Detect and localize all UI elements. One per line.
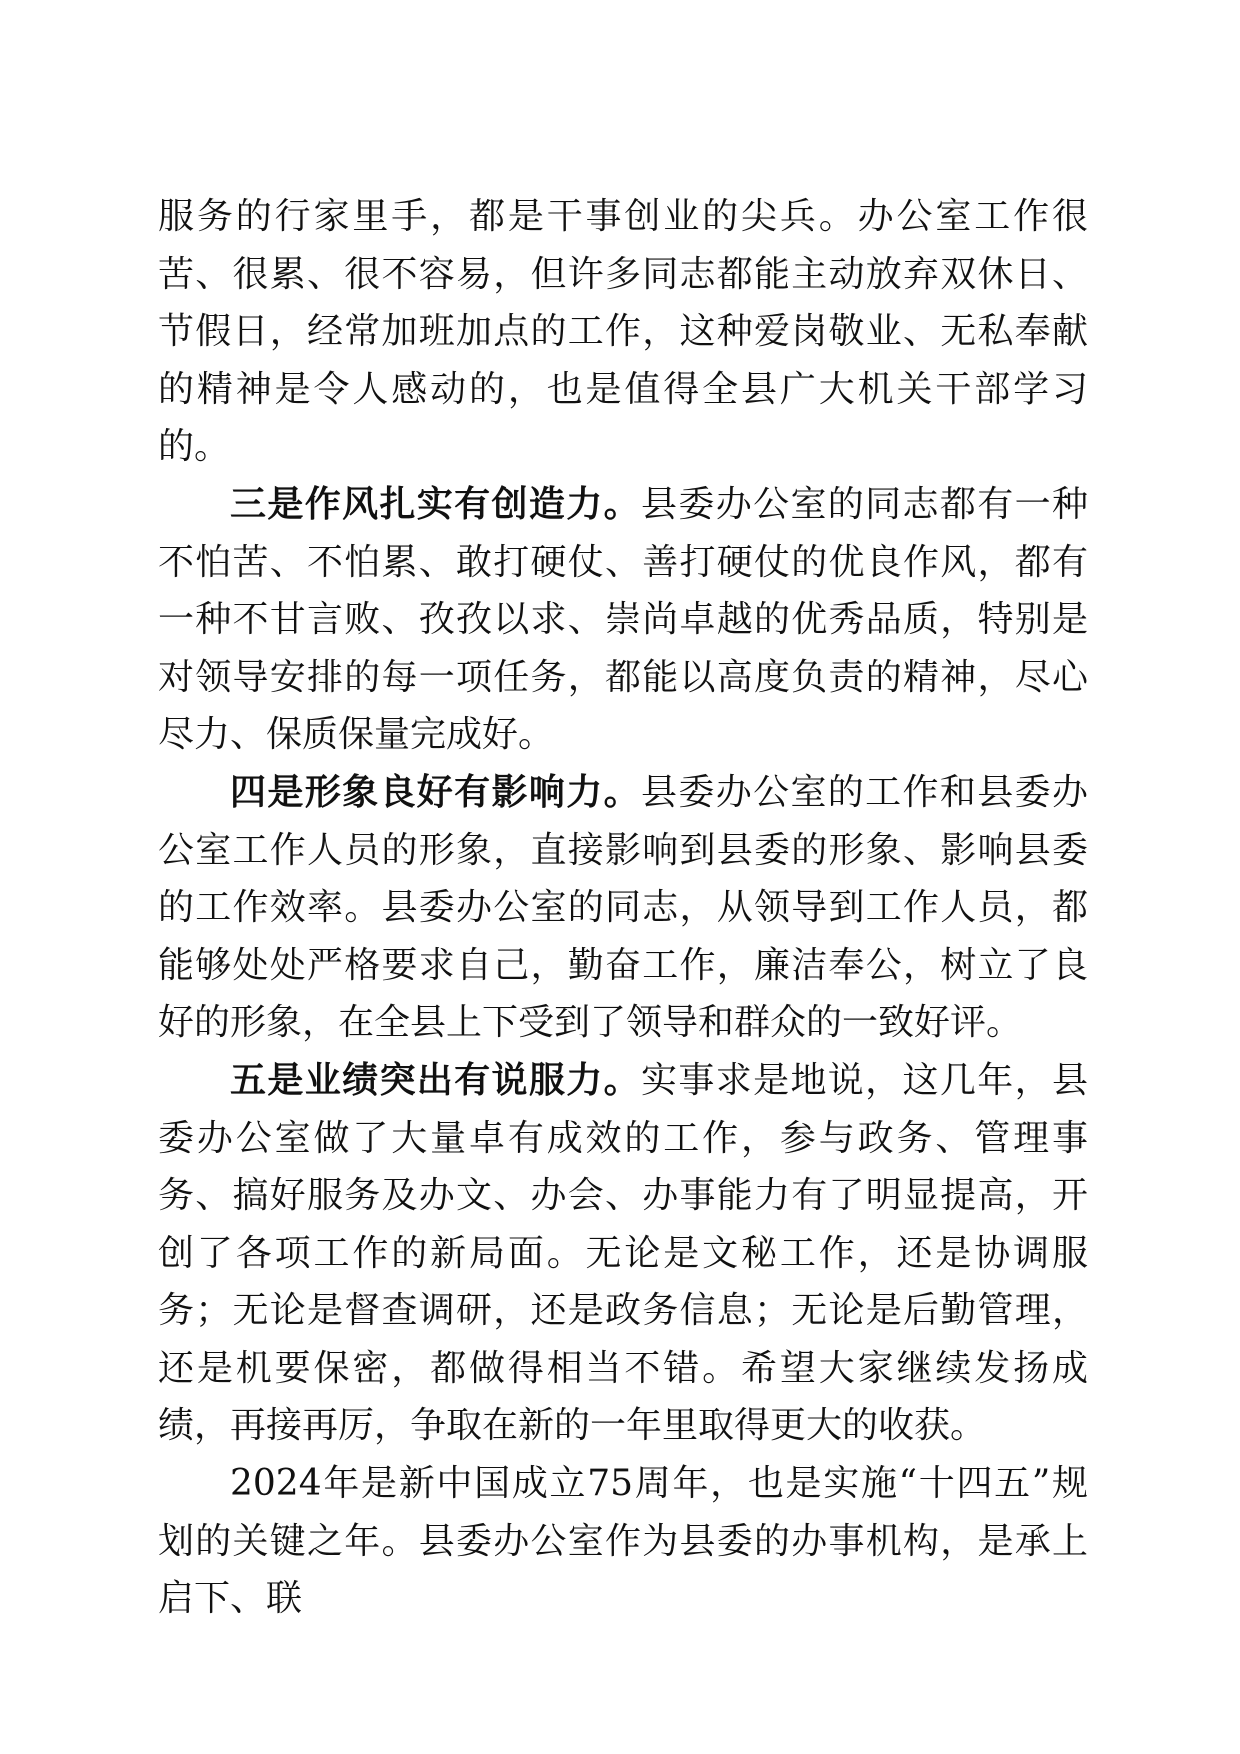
paragraph-continuation <box>158 188 1088 476</box>
paragraph-point-three <box>158 476 1088 764</box>
paragraph-point-four <box>158 764 1088 1052</box>
paragraph-2024 <box>158 1455 1088 1628</box>
paragraph-text: 服务的行家里手，都是干事创业的尖兵。办公室工作很苦、很累、很不容易，但许多同志都能主动放弃双休日、节假日，经常加班加点的工作，这种爱岗敬业、无私奉献的精神是令人感动的，也是值得全县广大机关干部学习的。 <box>158 196 1088 468</box>
paragraph-text: 实事求是地说，这几年，县委办公室做了大量卓有成效的工作，参与政务、管理事务、搞好服务及办文、办会、办事能力有了明显提高，开创了各项工作的新局面。无论是文秘工作，还是协调服务；无论是督查调研，还是政务信息；无论是后勤管理，还是机要保密，都做得相当不错。希望大家继续发扬成绩，再接再厉，争取在新的一年里取得更大的收获。 <box>158 1059 1088 1447</box>
paragraph-heading: 三是作风扎实有创造力。 <box>230 483 641 525</box>
paragraph-text: 县委办公室的同志都有一种不怕苦、不怕累、敢打硬仗、善打硬仗的优良作风，都有一种不甘言败、孜孜以求、崇尚卓越的优秀品质，特别是对领导安排的每一项任务，都能以高度负责的精神，尽心尽力、保质保量完成好。 <box>158 483 1088 756</box>
paragraph-point-five <box>158 1052 1088 1455</box>
paragraph-heading: 五是业绩突出有说服力。 <box>230 1059 641 1101</box>
paragraph-text: 县委办公室的工作和县委办公室工作人员的形象，直接影响到县委的形象、影响县委的工作效率。县委办公室的同志，从领导到工作人员，都能够处处严格要求自己，勤奋工作，廉洁奉公，树立了良好的形象，在全县上下受到了领导和群众的一致好评。 <box>158 771 1088 1044</box>
paragraph-text: 2024年是新中国成立75周年，也是实施“十四五”规划的关键之年。县委办公室作为县委的办事机构，是承上启下、联 <box>158 1463 1088 1620</box>
paragraph-heading: 四是形象良好有影响力。 <box>230 771 641 813</box>
document-body <box>158 188 1088 1628</box>
